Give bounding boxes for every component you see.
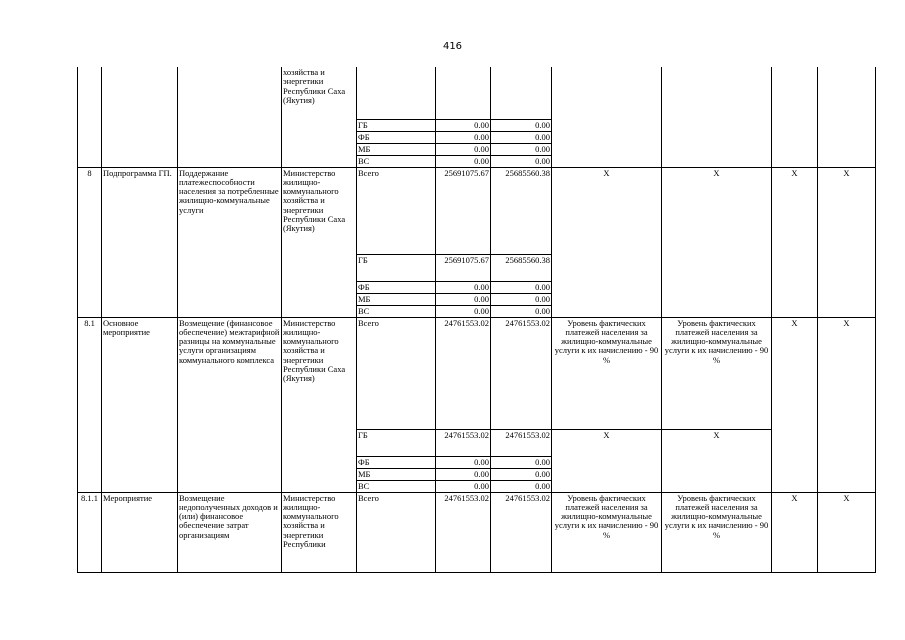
indicator-cell xyxy=(662,67,772,167)
value-cell: 24761553.02 xyxy=(436,317,491,429)
value-cell: 24761553.02 xyxy=(491,317,552,429)
executor-cell: Министерство жилищно-коммунального хозяйства и энергетики Республики xyxy=(282,492,357,572)
kind-cell: Подпрограмма ГП. xyxy=(102,167,178,317)
indicator-cell: Х xyxy=(552,429,662,492)
kind-cell: Мероприятие xyxy=(102,492,178,572)
source-cell: ГБ xyxy=(357,119,436,131)
source-cell: МБ xyxy=(357,143,436,155)
source-cell xyxy=(357,67,436,119)
value-cell: 0.00 xyxy=(491,281,552,293)
x-cell: Х xyxy=(818,317,876,492)
value-cell: 0.00 xyxy=(436,143,491,155)
value-cell: 0.00 xyxy=(491,456,552,468)
name-cell xyxy=(178,67,282,167)
x-cell: Х xyxy=(772,167,818,317)
indicator-cell: Уровень фактических платежей населения за жилищно-коммунальные услуги к их начислению - 90 % xyxy=(662,317,772,429)
value-cell: 0.00 xyxy=(436,131,491,143)
num-cell: 8.1 xyxy=(78,317,102,492)
table-row xyxy=(78,167,876,254)
indicator-cell: Уровень фактических платежей населения за жилищно-коммунальные услуги к их начислению - 90 % xyxy=(552,492,662,572)
name-cell: Возмещение (финансовое обеспечение) межтарифной разницы на коммунальные услуги организациям коммунального комплекса xyxy=(178,317,282,492)
value-cell: 24761553.02 xyxy=(491,492,552,572)
value-cell: 0.00 xyxy=(436,281,491,293)
source-cell: ФБ xyxy=(357,281,436,293)
source-cell: МБ xyxy=(357,468,436,480)
value-cell: 24761553.02 xyxy=(436,492,491,572)
source-cell: Всего xyxy=(357,492,436,572)
x-cell: Х xyxy=(818,492,876,572)
kind-cell: Основное мероприятие xyxy=(102,317,178,492)
value-cell: 25685560.38 xyxy=(491,254,552,281)
x-cell: Х xyxy=(772,492,818,572)
value-cell: 0.00 xyxy=(436,293,491,305)
name-cell: Поддержание платежеспособности населения за потребленные жилищно-коммунальные услуги xyxy=(178,167,282,317)
value-cell: 0.00 xyxy=(491,468,552,480)
value-cell: 0.00 xyxy=(491,293,552,305)
executor-cell: Министерство жилищно-коммунального хозяйства и энергетики Республики Саха (Якутия) xyxy=(282,167,357,317)
value-cell: 0.00 xyxy=(436,468,491,480)
page-number: 416 xyxy=(442,41,463,52)
source-cell: ГБ xyxy=(357,429,436,456)
num-cell: 8.1.1 xyxy=(78,492,102,572)
source-cell: ФБ xyxy=(357,131,436,143)
program-table xyxy=(77,67,876,573)
source-cell: ФБ xyxy=(357,456,436,468)
indicator-cell: Х xyxy=(662,167,772,317)
x-cell xyxy=(818,67,876,167)
source-cell: ВС xyxy=(357,305,436,317)
source-cell: Всего xyxy=(357,317,436,429)
executor-cell: Министерство жилищно-коммунального хозяйства и энергетики Республики Саха (Якутия) xyxy=(282,317,357,492)
table-row xyxy=(78,317,876,429)
x-cell xyxy=(772,67,818,167)
value-cell: 0.00 xyxy=(491,155,552,167)
source-cell: ВС xyxy=(357,155,436,167)
value-cell: 0.00 xyxy=(491,119,552,131)
num-cell xyxy=(78,67,102,167)
indicator-cell: Уровень фактических платежей населения за жилищно-коммунальные услуги к их начислению - 90 % xyxy=(662,492,772,572)
value-cell: 0.00 xyxy=(491,131,552,143)
source-cell: ГБ xyxy=(357,254,436,281)
table-row xyxy=(78,492,876,572)
value-cell: 24761553.02 xyxy=(491,429,552,456)
value-cell: 25685560.38 xyxy=(491,167,552,254)
num-cell: 8 xyxy=(78,167,102,317)
value-cell: 0.00 xyxy=(436,456,491,468)
source-cell: МБ xyxy=(357,293,436,305)
name-cell: Возмещение недополученных доходов и (или) финансовое обеспечение затрат организациям xyxy=(178,492,282,572)
indicator-cell: Х xyxy=(552,167,662,317)
x-cell: Х xyxy=(772,317,818,492)
value-cell: 0.00 xyxy=(436,119,491,131)
value-cell: 0.00 xyxy=(436,480,491,492)
value-cell: 0.00 xyxy=(491,143,552,155)
indicator-cell: Х xyxy=(662,429,772,492)
value-cell: 0.00 xyxy=(436,305,491,317)
executor-cell: хозяйства и энергетики Республики Саха (Якутия) xyxy=(282,67,357,167)
indicator-cell: Уровень фактических платежей населения за жилищно-коммунальные услуги к их начислению - 90 % xyxy=(552,317,662,429)
indicator-cell xyxy=(552,67,662,167)
value-cell: 25691075.67 xyxy=(436,167,491,254)
x-cell: Х xyxy=(818,167,876,317)
value-cell xyxy=(436,67,491,119)
value-cell: 0.00 xyxy=(436,155,491,167)
source-cell: ВС xyxy=(357,480,436,492)
source-cell: Всего xyxy=(357,167,436,254)
value-cell: 25691075.67 xyxy=(436,254,491,281)
kind-cell xyxy=(102,67,178,167)
value-cell: 0.00 xyxy=(491,305,552,317)
value-cell xyxy=(491,67,552,119)
table-row xyxy=(78,67,876,119)
value-cell: 24761553.02 xyxy=(436,429,491,456)
value-cell: 0.00 xyxy=(491,480,552,492)
